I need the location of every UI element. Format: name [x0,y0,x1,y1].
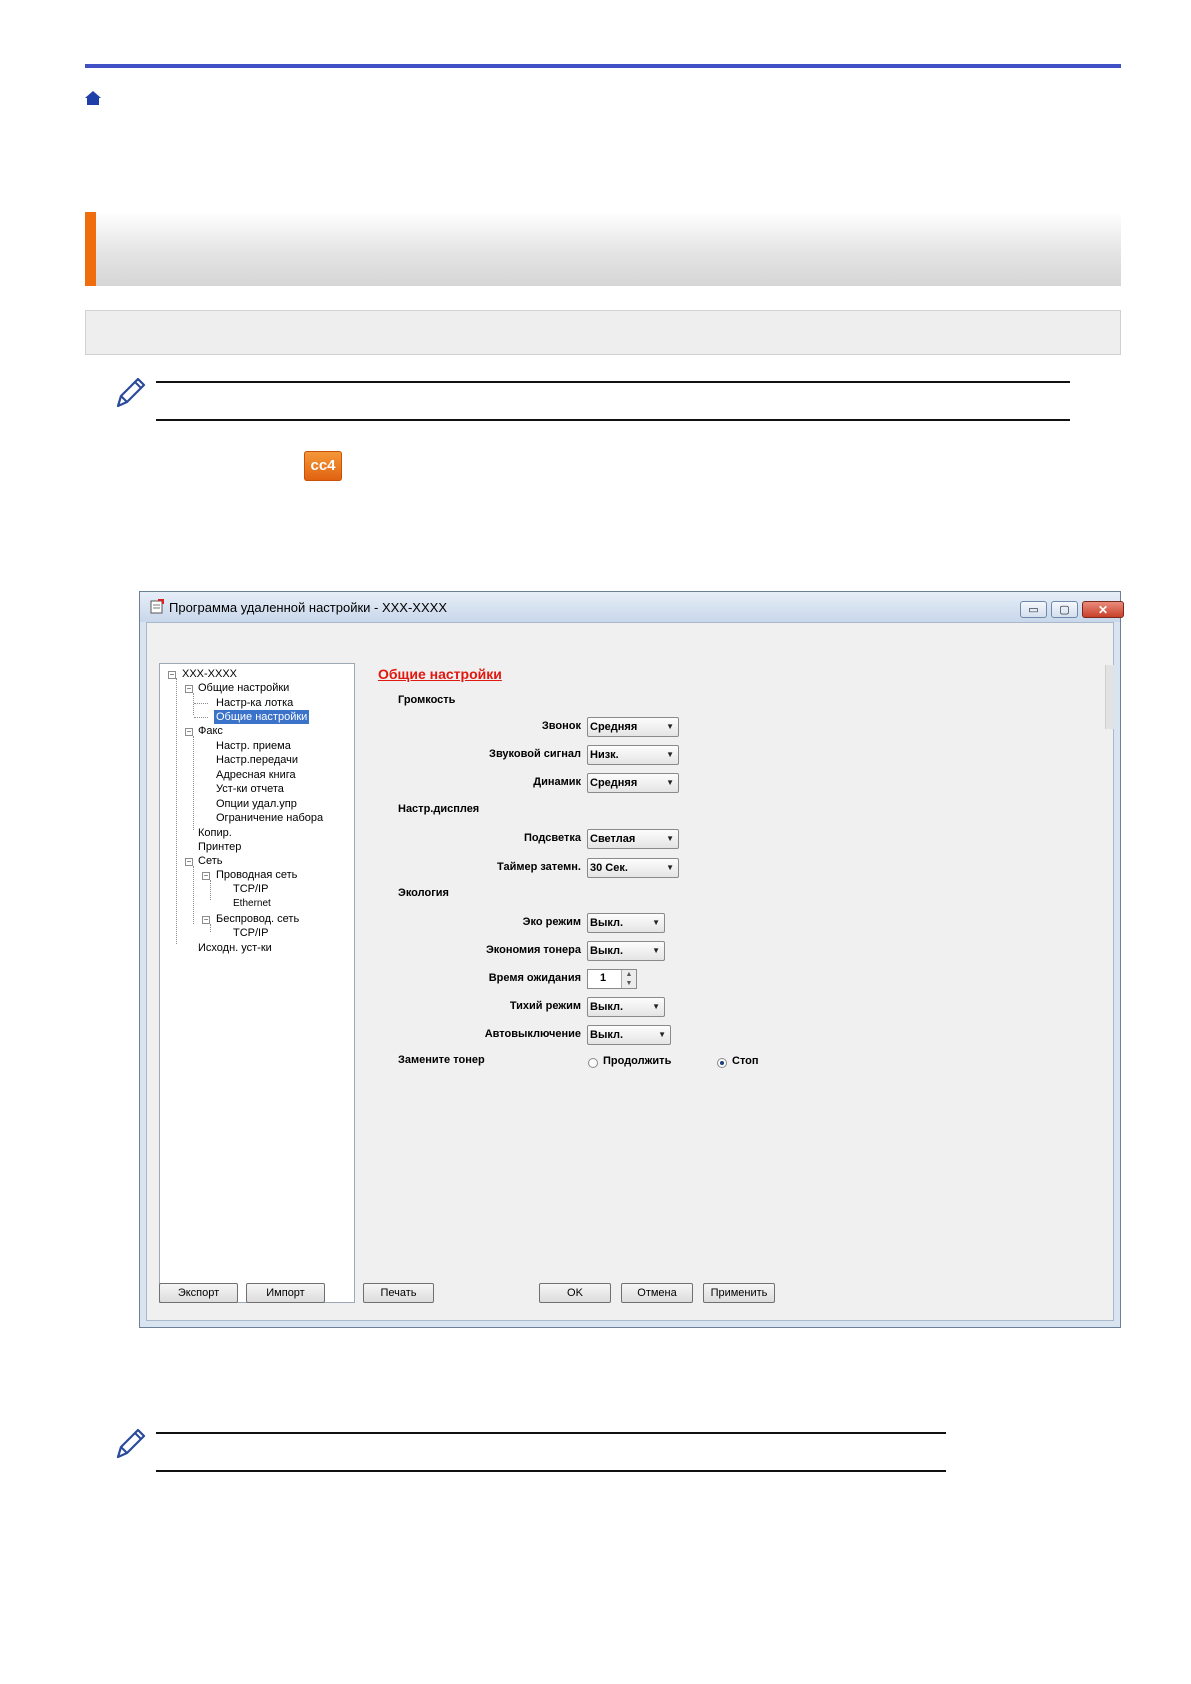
minimize-icon: ▭ [1028,604,1039,616]
eco-value: Выкл. [590,917,624,929]
chevron-down-icon: ▼ [666,750,674,759]
note-top-rule [156,381,1070,383]
auto-off-select[interactable] [587,1025,671,1045]
auto-off-label: Автовыключение [484,1028,581,1040]
settings-tree[interactable] [159,663,355,1303]
tree-item-dial-limit[interactable]: Ограничение набора [216,812,324,824]
ring-value: Средняя [590,721,638,733]
chevron-down-icon: ▼ [658,1030,666,1039]
tree-item-fax[interactable]: Факс [198,725,223,737]
stop-label[interactable]: Стоп [732,1055,759,1067]
tree-item-wired-tcpip[interactable]: TCP/IP [233,883,269,895]
tree-item-copy[interactable]: Копир. [198,827,232,839]
ecology-heading: Экология [398,887,449,899]
minimize-button[interactable] [1020,601,1047,618]
ring-select[interactable] [587,717,679,737]
dim-timer-label: Таймер затемн. [497,861,581,873]
continue-label[interactable]: Продолжить [603,1055,672,1067]
header-rule [85,64,1121,68]
tree-item-printer[interactable]: Принтер [198,841,242,853]
chevron-down-icon: ▼ [666,722,674,731]
auto-off-value: Выкл. [590,1029,624,1041]
maximize-button[interactable] [1051,601,1078,618]
toner-save-select[interactable] [587,941,665,961]
print-button[interactable]: Печать [363,1283,434,1303]
cc4-icon: cc4 [304,451,342,481]
display-heading: Настр.дисплея [398,803,480,815]
pencil-icon [110,1423,150,1463]
chevron-down-icon: ▼ [666,834,674,843]
dim-timer-value: 30 Сек. [590,862,628,874]
backlight-value: Светлая [590,833,636,845]
maximize-icon: ▢ [1059,604,1070,616]
collapse-icon[interactable]: − [186,684,192,693]
section-title-accent [85,212,96,286]
tree-item-report[interactable]: Уст-ки отчета [216,783,284,795]
collapse-icon[interactable]: − [186,727,192,736]
tree-item-general-selected[interactable]: Общие настройки [216,711,308,723]
info-box [85,310,1121,355]
volume-heading: Громкость [398,694,456,706]
tree-item-receive[interactable]: Настр. приема [216,740,291,752]
window-client-area [146,622,1114,1321]
export-button[interactable]: Экспорт [159,1283,238,1303]
chevron-down-icon: ▼ [652,1002,660,1011]
close-icon: ✕ [1097,603,1109,617]
sleep-label: Время ожидания [488,972,581,984]
continue-radio[interactable] [588,1058,598,1068]
beep-value: Низк. [590,749,619,761]
ok-button[interactable]: OK [539,1283,611,1303]
collapse-icon[interactable]: − [203,915,209,924]
chevron-down-icon: ▼ [666,778,674,787]
tree-item-remote[interactable]: Опции удал.упр [216,798,297,810]
toner-save-label: Экономия тонера [485,944,581,956]
replace-toner-label: Замените тонер [398,1054,485,1066]
chevron-down-icon: ▼ [652,946,660,955]
stop-radio[interactable] [717,1058,727,1068]
quiet-value: Выкл. [590,1001,624,1013]
pencil-icon [110,372,150,412]
eco-select[interactable] [587,913,665,933]
window-title: Программа удаленной настройки - XXX-XXXX [169,600,447,615]
beep-select[interactable] [587,745,679,765]
import-button[interactable]: Импорт [246,1283,325,1303]
note-bottom-rule [156,1470,946,1472]
tree-item-ethernet[interactable]: Ethernet [233,898,271,909]
speaker-value: Средняя [590,777,638,789]
remote-setup-window [139,591,1121,1328]
scrollbar[interactable] [1105,665,1114,729]
quiet-label: Тихий режим [509,1000,581,1012]
chevron-down-icon: ▼ [666,863,674,872]
tree-item-send[interactable]: Настр.передачи [216,754,299,766]
backlight-select[interactable] [587,829,679,849]
tree-item-reset[interactable]: Исходн. уст-ки [198,942,272,954]
apply-button[interactable]: Применить [703,1283,775,1303]
tree-item-wireless-tcpip[interactable]: TCP/IP [233,927,269,939]
app-icon [149,599,165,615]
close-button[interactable] [1082,601,1124,618]
eco-label: Эко режим [522,916,581,928]
tree-item-wired[interactable]: Проводная сеть [216,869,298,881]
tree-item-general[interactable]: Общие настройки [198,682,290,694]
home-icon[interactable] [84,89,102,107]
note-top-rule [156,1432,946,1434]
tree-item-wireless[interactable]: Беспровод. сеть [216,913,300,925]
collapse-icon[interactable]: − [186,857,192,866]
backlight-label: Подсветка [523,832,581,844]
ring-label: Звонок [541,720,581,732]
dim-timer-select[interactable] [587,858,679,878]
sleep-stepper[interactable] [587,969,637,989]
tree-item-network[interactable]: Сеть [198,855,223,867]
section-title-bar [85,212,1121,286]
panel-title: Общие настройки [378,666,502,682]
note-bottom-rule [156,419,1070,421]
cancel-button[interactable]: Отмена [621,1283,693,1303]
chevron-down-icon: ▼ [652,918,660,927]
tree-item-address-book[interactable]: Адресная книга [216,769,296,781]
speaker-label: Динамик [533,776,581,788]
spin-arrows-icon[interactable]: ▲ ▼ [621,970,636,988]
beep-label: Звуковой сигнал [489,748,581,760]
tree-item-tray[interactable]: Настр-ка лотка [216,697,294,709]
speaker-select[interactable] [587,773,679,793]
collapse-icon[interactable]: − [169,670,175,679]
collapse-icon[interactable]: − [203,871,209,880]
toner-save-value: Выкл. [590,945,624,957]
quiet-select[interactable] [587,997,665,1017]
sleep-value: 1 [600,972,607,984]
window-title-bar [140,592,1120,622]
tree-item-root[interactable]: XXX-XXXX [182,668,238,680]
